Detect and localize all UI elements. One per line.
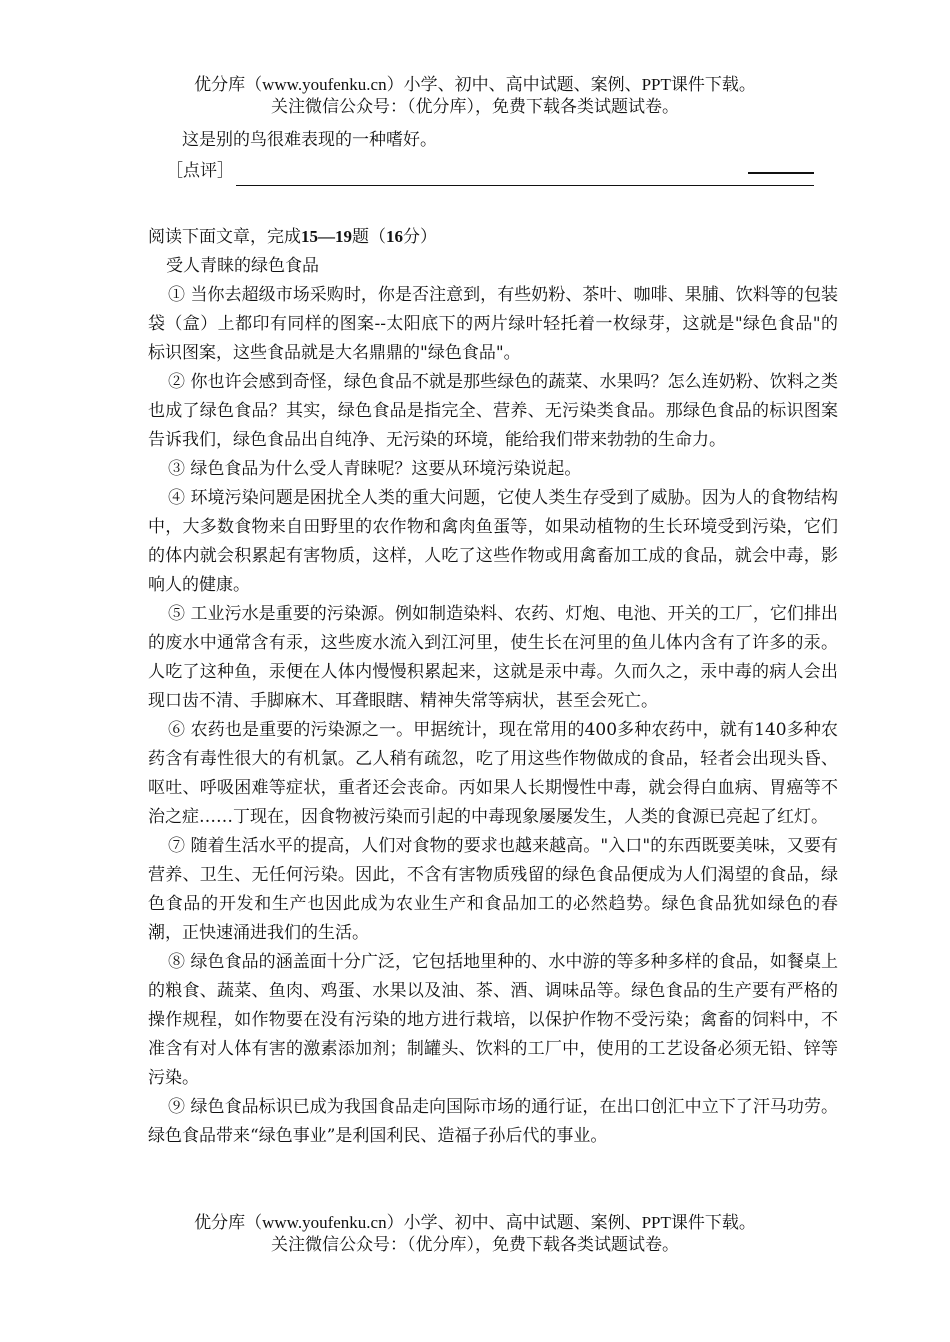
page-footer [0,1212,950,1256]
article-paragraph-9: ⑨ 绿色食品标识已成为我国食品走向国际市场的通行证，在出口创汇中立下了汗马功劳。绿色食品带来“绿色事业”是利国利民、造福子孙后代的事业。 [148,1097,838,1146]
comment-row [148,157,838,186]
article-paragraph-3: ③ 绿色食品为什么受人青睐呢？这要从环境污染说起。 [168,459,582,479]
comment-label: ［点评］ [166,161,234,181]
article-title: 受人青睐的绿色食品 [166,256,319,276]
article-paragraph-8: ⑧ 绿色食品的涵盖面十分广泛，它包括地里种的、水中游的等多种多样的食品，如餐桌上的粮食、蔬菜、鱼肉、鸡蛋、水果以及油、茶、酒、调味品等。绿色食品的生产要有严格的操作规程，如作物要在没有污染的地方进行栽培，以保护作物不受污染；禽畜的饲料中，不准含有对人体有害的激素添加剂；制罐头、饮料的工厂中，使用的工艺设备必须无铅、锌等污染。 [148,952,838,1088]
document-body [148,126,838,1151]
header-line-1: 优分库（www.youfenku.cn）小学、初中、高中试题、案例、PPT课件下载。 [194,75,756,94]
page-header [0,74,950,118]
article-paragraph-5: ⑤ 工业污水是重要的污染源。例如制造染料、农药、灯炮、电池、开关的工厂，它们排出的废水中通常含有汞，这些废水流入到江河里，使生长在河里的鱼儿体内含有了许多的汞。人吃了这种鱼，汞便在人体内慢慢积累起来，这就是汞中毒。久而久之，汞中毒的病人会出现口齿不清、手脚麻木、耳聋眼瞎、精神失常等病状，甚至会死亡。 [148,604,838,711]
question-prefix: 阅读下面文章，完成 [148,227,301,247]
header-line-2: 关注微信公众号：（优分库），免费下载各类试题试卷。 [271,97,679,116]
article-paragraph-1: ① 当你去超级市场采购时，你是否注意到，有些奶粉、茶叶、咖啡、果脯、饮料等的包装袋（盒）上都印有同样的图案--太阳底下的两片绿叶轻托着一枚绿芽，这就是"绿色食品"的标识图案，这些食品就是大名鼎鼎的"绿色食品"。 [148,285,838,363]
continuation-text: 这是别的鸟很难表现的一种嗜好。 [182,130,437,150]
question-suffix: 分） [403,227,437,247]
article-paragraph-7: ⑦ 随着生活水平的提高，人们对食物的要求也越来越高。"入口"的东西既要美味，又要有营养、卫生、无任何污染。因此，不含有害物质残留的绿色食品便成为人们渴望的食品，绿色食品的开发和生产也因此成为农业生产和食品加工的必然趋势。绿色食品犹如绿色的春潮，正快速涌进我们的生活。 [148,836,838,943]
question-score: 16 [386,227,403,246]
footer-line-1: 优分库（www.youfenku.cn）小学、初中、高中试题、案例、PPT课件下载。 [194,1213,756,1232]
footer-line-2: 关注微信公众号：（优分库），免费下载各类试题试卷。 [271,1235,679,1254]
comment-answer-line [236,165,814,186]
question-middle: 题（ [352,227,386,247]
article-paragraph-2: ② 你也许会感到奇怪，绿色食品不就是那些绿色的蔬菜、水果吗？怎么连奶粉、饮料之类也成了绿色食品？其实，绿色食品是指完全、营养、无污染类食品。那绿色食品的标识图案告诉我们，绿色食品出自纯净、无污染的环境，能给我们带来勃勃的生命力。 [148,372,838,450]
question-range: 15—19 [301,227,352,246]
article-paragraph-4: ④ 环境污染问题是困扰全人类的重大问题，它使人类生存受到了威胁。因为人的食物结构中，大多数食物来自田野里的农作物和禽肉鱼蛋等，如果动植物的生长环境受到污染，它们的体内就会积累起有害物质，这样，人吃了这些作物或用禽畜加工成的食品，就会中毒，影响人的健康。 [148,488,838,595]
question-instruction [148,222,838,252]
article-paragraph-6: ⑥ 农药也是重要的污染源之一。甲据统计，现在常用的400多种农药中，就有140多种农药含有毒性很大的有机氯。乙人稍有疏忽，吃了用这些作物做成的食品，轻者会出现头昏、呕吐、呼吸困难等症状，重者还会丧命。丙如果人长期慢性中毒，就会得白血病、胃癌等不治之症……丁现在，因食物被污染而引起的中毒现象屡屡发生，人类的食源已亮起了红灯。 [148,720,838,827]
